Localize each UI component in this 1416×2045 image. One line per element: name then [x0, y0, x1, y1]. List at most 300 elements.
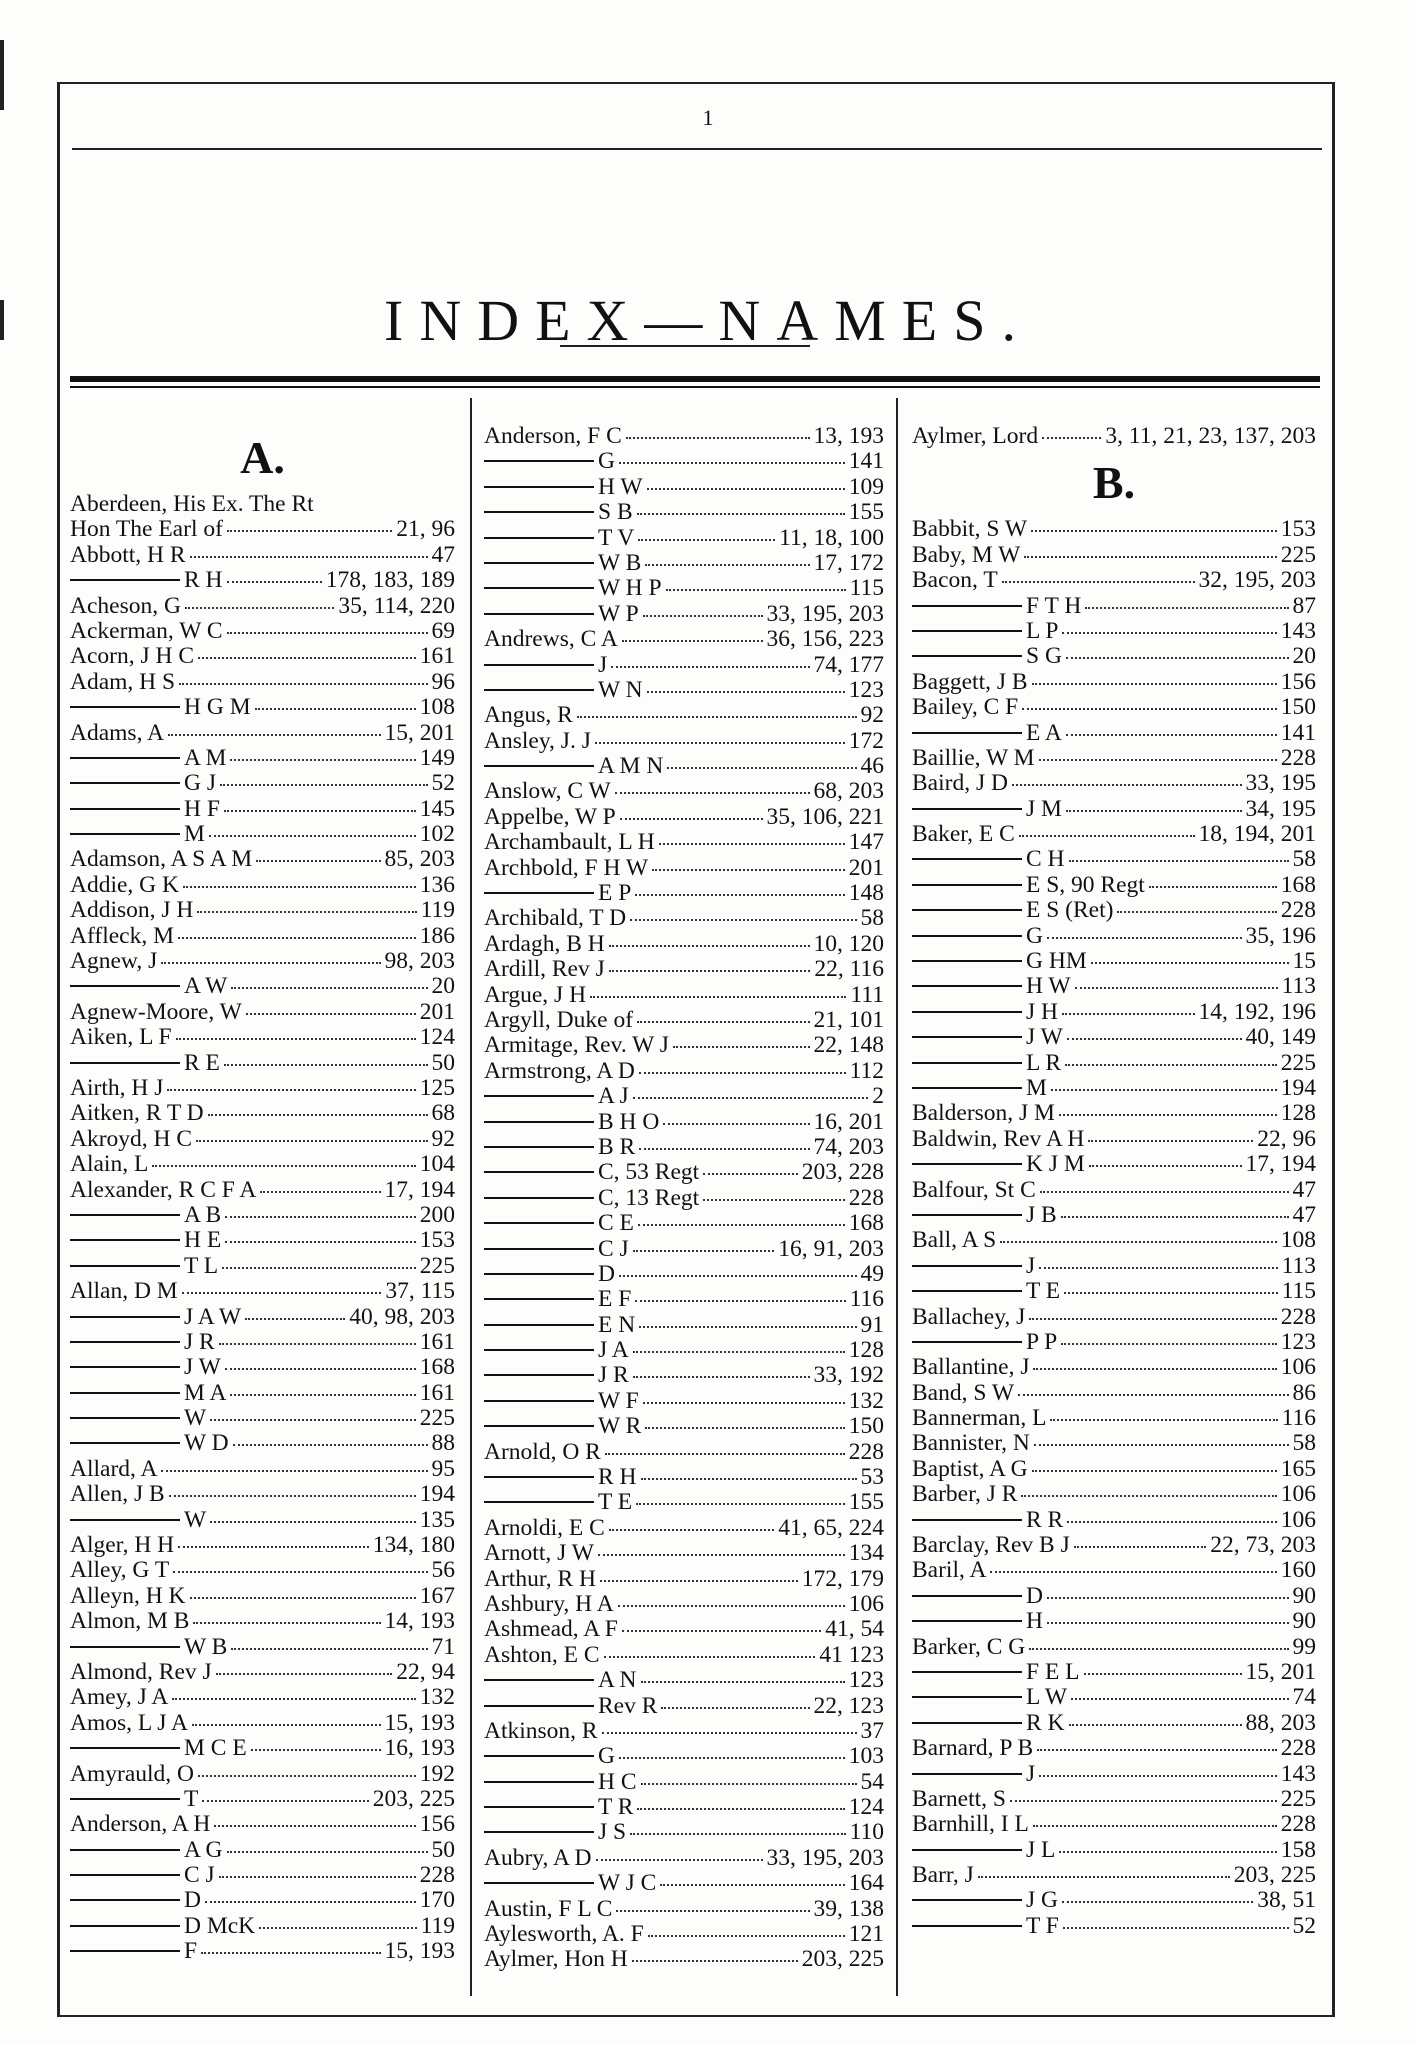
ditto-rule	[912, 1290, 1022, 1292]
entry-pages: 17, 194	[1245, 1151, 1316, 1178]
ditto-rule	[484, 1476, 594, 1478]
entry-list	[484, 424, 884, 1973]
column-divider	[470, 398, 472, 1996]
entry-name: Addie, G K	[70, 871, 179, 898]
leader-dots	[1047, 937, 1242, 939]
entry-pages: 125	[419, 1074, 455, 1101]
entry-name: M A	[184, 1379, 227, 1406]
leader-dots	[633, 1351, 845, 1353]
leader-dots	[179, 683, 427, 685]
index-entry	[70, 543, 455, 568]
ditto-rule	[484, 1400, 594, 1402]
index-entry	[70, 1101, 455, 1126]
index-entry	[70, 924, 455, 949]
index-entry	[70, 1812, 455, 1837]
entry-pages: 228	[1280, 1811, 1316, 1838]
leader-dots	[1089, 1165, 1242, 1167]
entry-pages: 225	[419, 1405, 455, 1432]
index-entry	[484, 1160, 884, 1185]
ditto-rule	[912, 1519, 1022, 1521]
entry-pages: 58	[1292, 1430, 1316, 1457]
index-entry	[484, 449, 884, 474]
index-entry	[70, 1279, 455, 1304]
leader-dots	[1039, 1775, 1277, 1777]
entry-pages: 38, 51	[1257, 1887, 1316, 1914]
ditto-rule	[484, 664, 594, 666]
entry-name: Allen, J B	[70, 1481, 165, 1508]
index-entry	[484, 754, 884, 779]
index-entry	[912, 746, 1316, 771]
entry-name: Barclay, Rev B J	[912, 1532, 1070, 1559]
index-entry	[912, 1279, 1316, 1304]
entry-name: Baillie, W M	[912, 744, 1035, 771]
index-entry	[912, 1076, 1316, 1101]
ditto-rule	[484, 765, 594, 767]
ditto-rule	[484, 689, 594, 691]
entry-pages: 35, 106, 221	[766, 803, 884, 830]
entry-pages: 136	[419, 871, 455, 898]
entry-name: Anderson, F C	[484, 423, 622, 449]
leader-dots	[1024, 556, 1276, 558]
entry-name: Aylmer, Hon H	[484, 1946, 628, 1973]
leader-dots	[1065, 1064, 1277, 1066]
entry-pages: 17, 172	[813, 549, 884, 576]
leader-dots	[198, 657, 416, 659]
entry-name: J W	[1026, 1024, 1063, 1051]
entry-name: J	[1026, 1760, 1036, 1787]
entry-name: Amyrauld, O	[70, 1760, 195, 1787]
index-entry	[912, 1584, 1316, 1609]
entry-pages: 22, 94	[396, 1658, 455, 1685]
leader-dots	[641, 1478, 857, 1480]
leader-dots	[260, 1191, 380, 1193]
entry-pages: 21, 96	[396, 516, 455, 543]
entry-name: T L	[184, 1252, 219, 1279]
leader-dots	[590, 996, 846, 998]
leader-dots	[168, 734, 381, 736]
ditto-rule	[70, 782, 180, 784]
header-rule	[72, 148, 1322, 150]
entry-name: Ballachey, J	[912, 1303, 1026, 1330]
entry-pages: 192	[419, 1760, 455, 1787]
entry-name: Amos, L J A	[70, 1709, 188, 1736]
index-entry	[912, 1711, 1316, 1736]
entry-name: F	[184, 1938, 198, 1965]
index-entry	[70, 873, 455, 898]
leader-dots	[990, 1571, 1276, 1573]
index-entry	[484, 1947, 884, 1972]
index-entry	[912, 1863, 1316, 1888]
entry-name: T E	[598, 1489, 633, 1516]
leader-dots	[596, 1859, 763, 1861]
leader-dots	[259, 1927, 416, 1929]
index-entry	[912, 771, 1316, 796]
entry-name: Ashmead, A F	[484, 1616, 618, 1643]
entry-name: Affleck, M	[70, 922, 174, 949]
entry-name: E N	[598, 1311, 636, 1338]
leader-dots	[193, 1622, 380, 1624]
leader-dots	[230, 759, 415, 761]
leader-dots	[661, 1707, 809, 1709]
entry-pages: 203, 228	[801, 1159, 884, 1186]
entry-name: H C	[598, 1768, 637, 1795]
ditto-rule	[484, 1298, 594, 1300]
entry-pages: 17, 194	[384, 1176, 455, 1203]
ditto-rule	[484, 1882, 594, 1884]
ditto-rule	[912, 1595, 1022, 1597]
index-entry	[912, 1609, 1316, 1634]
index-entry	[912, 949, 1316, 974]
entry-pages: 134	[848, 1540, 884, 1567]
index-entry	[70, 1838, 455, 1863]
entry-pages: 58	[860, 905, 884, 932]
entry-name: B R	[598, 1133, 636, 1160]
entry-name: H F	[184, 795, 220, 822]
entry-name: L P	[1026, 617, 1059, 644]
entry-name: A B	[184, 1201, 222, 1228]
entry-pages: 225	[1280, 541, 1316, 568]
ditto-rule	[912, 1722, 1022, 1724]
entry-name: Rev R	[598, 1692, 658, 1719]
entry-name: Allard, A	[70, 1455, 158, 1482]
entry-name: Allan, D M	[70, 1278, 178, 1305]
entry-pages: 41 123	[819, 1641, 884, 1668]
index-entry	[70, 1939, 455, 1964]
entry-pages: 74	[1292, 1684, 1316, 1711]
leader-dots	[1022, 708, 1277, 710]
entry-pages: 108	[1280, 1227, 1316, 1254]
entry-name: T V	[598, 524, 635, 551]
index-entry	[912, 1660, 1316, 1685]
leader-dots	[598, 1554, 845, 1556]
index-entry	[70, 1076, 455, 1101]
entry-pages: 90	[1292, 1582, 1316, 1609]
ditto-rule	[70, 1316, 180, 1318]
entry-list	[70, 492, 455, 1965]
entry-pages: 150	[1280, 694, 1316, 721]
entry-name: Baby, M W	[912, 541, 1021, 568]
entry-name: Angus, R	[484, 702, 573, 729]
index-entry	[484, 526, 884, 551]
leader-dots	[1066, 657, 1289, 659]
entry-name: R K	[1026, 1709, 1065, 1736]
ditto-rule	[484, 1324, 594, 1326]
index-entry	[70, 1203, 455, 1228]
leader-dots	[197, 911, 416, 913]
page-title: INDEX—NAMES.	[384, 287, 1032, 353]
index-entry	[70, 1381, 455, 1406]
entry-name: W	[184, 1405, 207, 1432]
index-entry	[484, 576, 884, 601]
ditto-rule	[912, 935, 1022, 937]
leader-dots	[1071, 1698, 1288, 1700]
leader-dots	[1117, 911, 1276, 913]
entry-pages: 37	[860, 1717, 884, 1744]
entry-name: Arthur, R H	[484, 1565, 596, 1592]
leader-dots	[620, 818, 763, 820]
entry-name: Baggett, J B	[912, 668, 1028, 695]
entry-pages: 106	[848, 1590, 884, 1617]
ditto-rule	[484, 460, 594, 462]
leader-dots	[615, 792, 810, 794]
leader-dots	[231, 987, 427, 989]
entry-pages: 91	[860, 1311, 884, 1338]
index-entry	[484, 1008, 884, 1033]
entry-name: C, 13 Regt	[598, 1184, 700, 1211]
entry-pages: 15, 193	[384, 1938, 455, 1965]
entry-pages: 132	[419, 1684, 455, 1711]
index-entry	[912, 1635, 1316, 1660]
entry-pages: 52	[1292, 1912, 1316, 1939]
entry-pages: 47	[431, 541, 455, 568]
leader-dots	[633, 1097, 869, 1099]
entry-name: D	[598, 1260, 615, 1287]
leader-dots	[225, 1216, 416, 1218]
ditto-rule	[70, 1798, 180, 1800]
ditto-rule	[484, 1806, 594, 1808]
entry-name: W F	[598, 1387, 639, 1414]
ditto-rule	[484, 1146, 594, 1148]
entry-pages: 22, 123	[813, 1692, 884, 1719]
entry-name: M	[1026, 1074, 1047, 1101]
entry-pages: 15, 201	[384, 719, 455, 746]
entry-pages: 128	[848, 1337, 884, 1364]
entry-name: A W	[184, 973, 228, 1000]
entry-name: K J M	[1026, 1151, 1085, 1178]
entry-pages: 158	[1280, 1836, 1316, 1863]
entry-pages: 172	[848, 727, 884, 754]
entry-pages: 68	[431, 1100, 455, 1127]
entry-pages: 132	[848, 1387, 884, 1414]
entry-pages: 103	[848, 1743, 884, 1770]
leader-dots	[648, 1935, 845, 1937]
heavy-rule	[70, 376, 1320, 382]
index-entry	[484, 1414, 884, 1439]
entry-pages: 161	[419, 1379, 455, 1406]
leader-dots	[214, 1825, 415, 1827]
entry-pages: 119	[420, 1912, 455, 1939]
ditto-rule	[912, 1620, 1022, 1622]
entry-pages: 20	[431, 973, 455, 1000]
entry-name: Abbott, H R	[70, 541, 186, 568]
entry-pages: 92	[860, 702, 884, 729]
entry-pages: 96	[431, 668, 455, 695]
entry-pages: 141	[1280, 719, 1316, 746]
entry-name: Babbit, S W	[912, 516, 1028, 543]
index-entry	[484, 1287, 884, 1312]
index-entry	[912, 1127, 1316, 1152]
entry-name: E F	[598, 1286, 632, 1313]
index-entry	[70, 1863, 455, 1888]
page-number: 1	[702, 105, 714, 130]
entry-pages: 98, 203	[384, 948, 455, 975]
ditto-rule	[912, 1671, 1022, 1673]
entry-pages: 178, 183, 189	[325, 567, 455, 594]
entry-name: D McK	[184, 1912, 256, 1939]
leader-dots	[703, 1173, 798, 1175]
leader-dots	[183, 886, 416, 888]
ditto-rule	[912, 1265, 1022, 1267]
index-entry	[70, 974, 455, 999]
leader-dots	[666, 589, 846, 591]
index-entry	[484, 1490, 884, 1515]
leader-dots	[663, 1123, 809, 1125]
index-entry	[484, 1567, 884, 1592]
entry-name: T E	[1026, 1278, 1061, 1305]
entry-name: Andrews, C A	[484, 626, 618, 653]
entry-pages: 161	[419, 1328, 455, 1355]
ditto-rule	[912, 1696, 1022, 1698]
index-entry	[912, 1787, 1316, 1812]
entry-pages: 90	[1292, 1608, 1316, 1635]
entry-name: Appelbe, W P	[484, 803, 616, 830]
entry-pages: 143	[1280, 1760, 1316, 1787]
entry-pages: 99	[1292, 1633, 1316, 1660]
leader-dots	[632, 1960, 798, 1962]
entry-pages: 172, 179	[801, 1565, 884, 1592]
entry-name: A M	[184, 744, 227, 771]
leader-dots	[595, 742, 845, 744]
ditto-rule	[70, 1899, 180, 1901]
ditto-rule	[912, 1773, 1022, 1775]
leader-dots	[216, 1673, 393, 1675]
index-entry	[484, 1694, 884, 1719]
ditto-rule	[484, 1349, 594, 1351]
index-entry	[70, 1355, 455, 1380]
leader-dots	[167, 1089, 415, 1091]
leader-dots	[659, 843, 845, 845]
index-entry	[484, 424, 884, 449]
entry-name: T	[184, 1785, 199, 1812]
entry-name: R H	[598, 1464, 637, 1491]
entry-pages: 168	[419, 1354, 455, 1381]
entry-pages: 128	[1280, 1100, 1316, 1127]
entry-name: Barnard, P B	[912, 1735, 1034, 1762]
index-entry	[484, 1262, 884, 1287]
entry-name: W R	[598, 1413, 642, 1440]
entry-pages: 50	[431, 1836, 455, 1863]
leader-dots	[637, 513, 845, 515]
index-entry	[912, 619, 1316, 644]
index-entry	[70, 1914, 455, 1939]
index-entry	[484, 1846, 884, 1871]
leader-dots	[703, 1199, 845, 1201]
index-entry	[484, 881, 884, 906]
entry-name: W H P	[598, 575, 662, 602]
index-entry	[70, 1000, 455, 1025]
ditto-rule	[912, 909, 1022, 911]
entry-name: Ansley, J. J	[484, 727, 591, 754]
entry-pages: 165	[1280, 1455, 1316, 1482]
index-entry	[484, 1617, 884, 1642]
entry-name: L R	[1026, 1049, 1062, 1076]
index-entry	[912, 974, 1316, 999]
entry-name: F T H	[1026, 592, 1082, 619]
entry-pages: 201	[848, 854, 884, 881]
entry-name: Aylmer, Lord	[912, 423, 1039, 449]
entry-name: J S	[598, 1819, 627, 1846]
ditto-rule	[484, 1501, 594, 1503]
index-entry	[484, 1922, 884, 1947]
entry-name: C E	[598, 1210, 634, 1237]
leader-dots	[152, 1165, 415, 1167]
index-entry	[70, 1305, 455, 1330]
entry-name: M C E	[184, 1735, 247, 1762]
leader-dots	[643, 1402, 845, 1404]
entry-name: Aberdeen, His Ex. The Rt	[70, 491, 314, 517]
ditto-rule	[70, 757, 180, 759]
column-divider	[896, 398, 898, 1996]
index-entry	[912, 1305, 1316, 1330]
ditto-rule	[912, 655, 1022, 657]
leader-dots	[1085, 607, 1288, 609]
index-entry	[912, 1508, 1316, 1533]
leader-dots	[251, 1749, 381, 1751]
entry-name: Ballantine, J	[912, 1354, 1030, 1381]
ditto-rule	[70, 1062, 180, 1064]
entry-pages: 135	[419, 1506, 455, 1533]
index-entry	[70, 1025, 455, 1050]
entry-pages: 88	[431, 1430, 455, 1457]
entry-name: G	[1026, 922, 1043, 949]
entry-name: Acorn, J H C	[70, 643, 195, 670]
entry-name: J G	[1026, 1887, 1058, 1914]
index-entry	[484, 1465, 884, 1490]
entry-name: W D	[184, 1430, 229, 1457]
entry-name: J	[1026, 1252, 1036, 1279]
index-entry	[70, 1584, 455, 1609]
entry-pages: 201	[419, 998, 455, 1025]
index-entry	[912, 1685, 1316, 1710]
entry-name: F E L	[1026, 1658, 1080, 1685]
leader-dots	[647, 488, 845, 490]
leader-dots	[227, 632, 428, 634]
index-entry	[70, 1330, 455, 1355]
index-entry	[70, 721, 455, 746]
index-entry	[912, 1431, 1316, 1456]
index-entry	[70, 1711, 455, 1736]
entry-pages: 74, 177	[813, 651, 884, 678]
entry-name: Adams, A	[70, 719, 164, 746]
leader-dots	[577, 716, 857, 718]
entry-name: Almond, Rev J	[70, 1658, 212, 1685]
index-entry	[912, 1888, 1316, 1913]
leader-dots	[1018, 1394, 1288, 1396]
entry-name: W J C	[598, 1870, 657, 1897]
leader-dots	[667, 767, 856, 769]
leader-dots	[185, 607, 334, 609]
entry-name: Arnoldi, E C	[484, 1514, 605, 1541]
entry-name: P P	[1026, 1328, 1058, 1355]
ditto-rule	[484, 613, 594, 615]
leader-dots	[161, 1470, 427, 1472]
entry-name: Bacon, T	[912, 567, 998, 594]
leader-dots	[1063, 1927, 1289, 1929]
leader-dots	[645, 1427, 844, 1429]
index-entry	[70, 695, 455, 720]
leader-dots	[641, 1681, 845, 1683]
entry-name: A N	[598, 1667, 637, 1694]
index-entry	[912, 1228, 1316, 1253]
index-entry	[912, 1533, 1316, 1558]
leader-dots	[1002, 581, 1195, 583]
entry-name: E A	[1026, 719, 1062, 746]
entry-name: Hon The Earl of	[70, 516, 223, 543]
entry-pages: 71	[431, 1633, 455, 1660]
leader-dots	[630, 919, 856, 921]
leader-dots	[647, 691, 845, 693]
entry-name: C J	[184, 1862, 215, 1889]
